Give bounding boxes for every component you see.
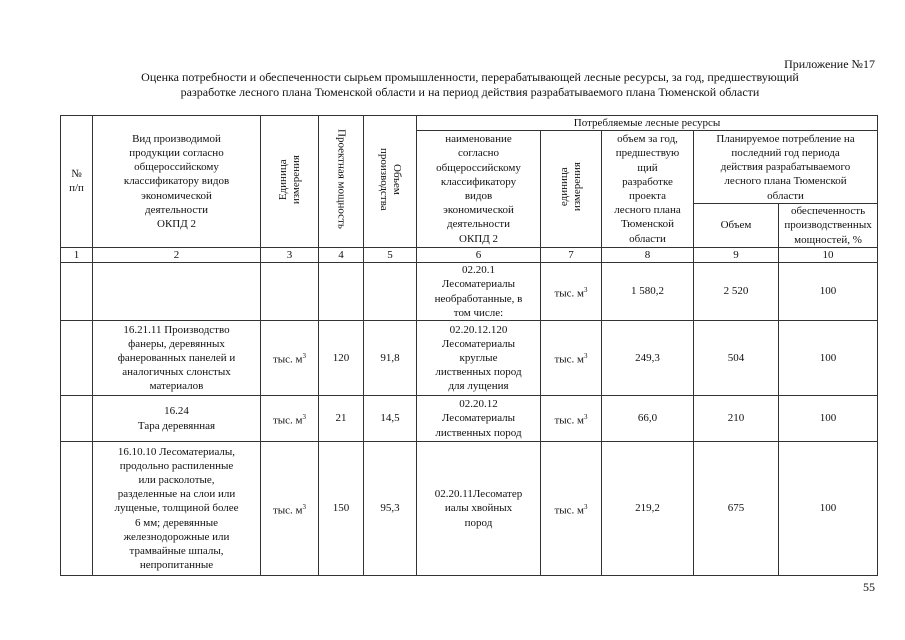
cell-supply: 100 xyxy=(779,321,878,396)
cell-plan-volume: 504 xyxy=(694,321,779,396)
cell-capacity: 120 xyxy=(319,321,364,396)
column-number: 2 xyxy=(93,247,261,262)
cell-resource: 02.20.12 Лесоматериалы лиственных пород xyxy=(417,396,541,442)
column-number: 6 xyxy=(417,247,541,262)
header-cell-production: Объем производства xyxy=(364,116,417,248)
header-cell-product: Вид производимой продукции согласно общероссийскому классификатору видов экономической деятельности ОКПД 2 xyxy=(93,116,261,248)
header-cell-capacity: Проектная мощность xyxy=(319,116,364,248)
cell-resource-unit: тыс. $м^3$ xyxy=(541,263,602,321)
cell-product: 16.24 Тара деревянная xyxy=(93,396,261,442)
cell-unit xyxy=(261,263,319,321)
cell-resource-unit: тыс. $м^3$ xyxy=(541,321,602,396)
header-cell-resource-name: наименование согласно общероссийскому классификатору видов экономической деятельности ОКПД 2 xyxy=(417,131,541,248)
table-row xyxy=(61,442,878,576)
cell-number xyxy=(61,442,93,576)
column-number-row xyxy=(61,247,878,262)
column-number: 8 xyxy=(602,247,694,262)
table-row xyxy=(61,321,878,396)
cell-production: 14,5 xyxy=(364,396,417,442)
appendix-label: Приложение №17 xyxy=(784,57,875,71)
cell-unit: тыс. $м^3$ xyxy=(261,396,319,442)
header-cell-resource-unit: единица измерения xyxy=(541,131,602,248)
cell-unit: тыс. $м^3$ xyxy=(261,442,319,576)
cell-capacity xyxy=(319,263,364,321)
header-cell-unit: Единица измерения xyxy=(261,116,319,248)
cell-resource: 02.20.11Лесоматер иалы хвойных пород xyxy=(417,442,541,576)
column-number: 4 xyxy=(319,247,364,262)
table-row xyxy=(61,396,878,442)
cell-supply: 100 xyxy=(779,442,878,576)
cell-volume-prev: 1 580,2 xyxy=(602,263,694,321)
cell-product xyxy=(93,263,261,321)
header-row-1 xyxy=(61,116,878,131)
document-title: Оценка потребности и обеспеченности сырьем промышленности, перерабатывающей лесные ресурсы, за год, предшествующий разработке лесного плана Тюменской области и на период действия разрабатываемого плана Тюменской области xyxy=(141,70,799,99)
page-number: 55 xyxy=(863,580,875,594)
cell-plan-volume: 2 520 xyxy=(694,263,779,321)
cell-product: 16.21.11 Производство фанеры, деревянных фанерованных панелей и аналогичных слонстых материалов xyxy=(93,321,261,396)
cell-capacity: 150 xyxy=(319,442,364,576)
cell-product: 16.10.10 Лесоматериалы, продольно распиленные или расколотые, разделенные на слои или лущеные, толщиной более 6 мм; деревянные железнодорожные или трамвайные шпалы, непропитанные xyxy=(93,442,261,576)
cell-plan-volume: 675 xyxy=(694,442,779,576)
cell-production xyxy=(364,263,417,321)
cell-number xyxy=(61,263,93,321)
cell-unit: тыс. $м^3$ xyxy=(261,321,319,396)
table-row xyxy=(61,263,878,321)
header-cell-number: № п/п xyxy=(61,116,93,248)
cell-volume-prev: 249,3 xyxy=(602,321,694,396)
column-number: 1 xyxy=(61,247,93,262)
resource-table xyxy=(60,115,878,576)
cell-resource: 02.20.1 Лесоматериалы необработанные, в том числе: xyxy=(417,263,541,321)
cell-resource-unit: тыс. $м^3$ xyxy=(541,396,602,442)
column-number: 10 xyxy=(779,247,878,262)
header-cell-plan-group: Планируемое потребление на последний год периода действия разрабатываемого лесного плана Тюменской области xyxy=(694,131,878,204)
cell-plan-volume: 210 xyxy=(694,396,779,442)
column-number: 3 xyxy=(261,247,319,262)
header-cell-plan-volume: Объем xyxy=(694,204,779,248)
cell-production: 95,3 xyxy=(364,442,417,576)
cell-supply: 100 xyxy=(779,263,878,321)
cell-production: 91,8 xyxy=(364,321,417,396)
cell-supply: 100 xyxy=(779,396,878,442)
header-cell-volume-prev: объем за год, предшествую щий разработке проекта лесного плана Тюменской области xyxy=(602,131,694,248)
cell-volume-prev: 219,2 xyxy=(602,442,694,576)
column-number: 7 xyxy=(541,247,602,262)
cell-number xyxy=(61,321,93,396)
header-cell-resources-group: Потребляемые лесные ресурсы xyxy=(417,116,878,131)
header-cell-plan-supply: обеспеченность производственных мощностей, % xyxy=(779,204,878,248)
cell-volume-prev: 66,0 xyxy=(602,396,694,442)
cell-number xyxy=(61,396,93,442)
cell-resource: 02.20.12.120 Лесоматериалы круглые лиственных пород для лущения xyxy=(417,321,541,396)
column-number: 9 xyxy=(694,247,779,262)
cell-resource-unit: тыс. $м^3$ xyxy=(541,442,602,576)
cell-capacity: 21 xyxy=(319,396,364,442)
column-number: 5 xyxy=(364,247,417,262)
